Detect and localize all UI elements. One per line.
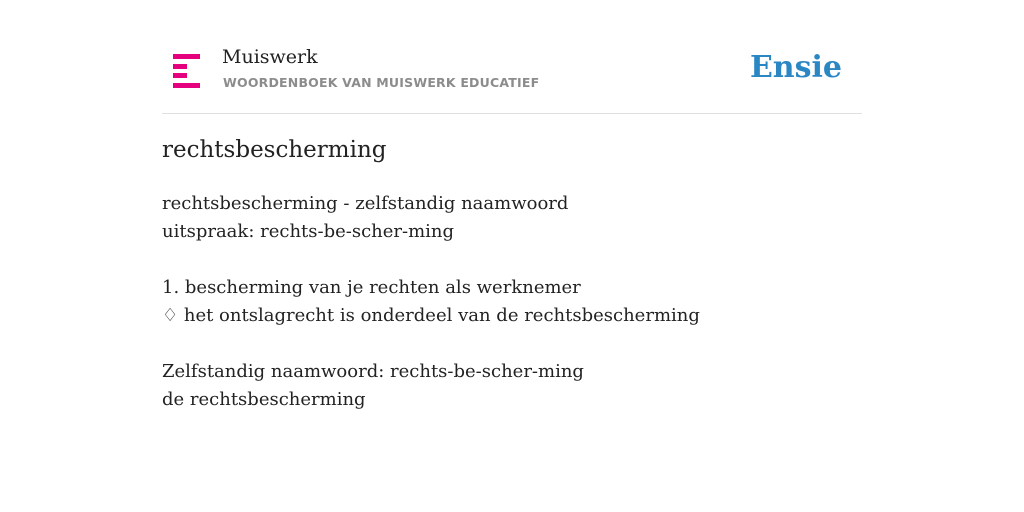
- logo-bar-lower-mid: [173, 73, 187, 78]
- entry-line-pronunciation: uitspraak: rechts-be-scher-ming: [162, 221, 455, 242]
- brand-subtitle: WOORDENBOEK VAN MUISWERK EDUCATIEF: [223, 75, 540, 90]
- logo-bar-top: [173, 54, 200, 59]
- entry-line-article: de rechtsbescherming: [162, 389, 366, 410]
- page: [162, 0, 862, 512]
- entry-line-definition: 1. bescherming van je rechten als werknemer: [162, 277, 581, 298]
- entry-line-noun-split: Zelfstandig naamwoord: rechts-be-scher-ming: [162, 361, 584, 382]
- muiswerk-logo-icon[interactable]: [173, 54, 200, 88]
- logo-bar-upper-mid: [173, 64, 187, 69]
- entry-spacer: [162, 246, 862, 274]
- entry-content: [162, 190, 862, 414]
- brand-name[interactable]: Muiswerk: [222, 46, 318, 68]
- ensie-logo[interactable]: Ensie: [749, 50, 842, 85]
- entry-spacer: [162, 330, 862, 358]
- entry-line-example: ♢ het ontslagrecht is onderdeel van de rechtsbescherming: [162, 305, 700, 326]
- header: [162, 44, 862, 114]
- entry-line-word-type: rechtsbescherming - zelfstandig naamwoord: [162, 193, 569, 214]
- logo-bar-bottom: [173, 83, 200, 88]
- entry-title: rechtsbescherming: [162, 137, 387, 163]
